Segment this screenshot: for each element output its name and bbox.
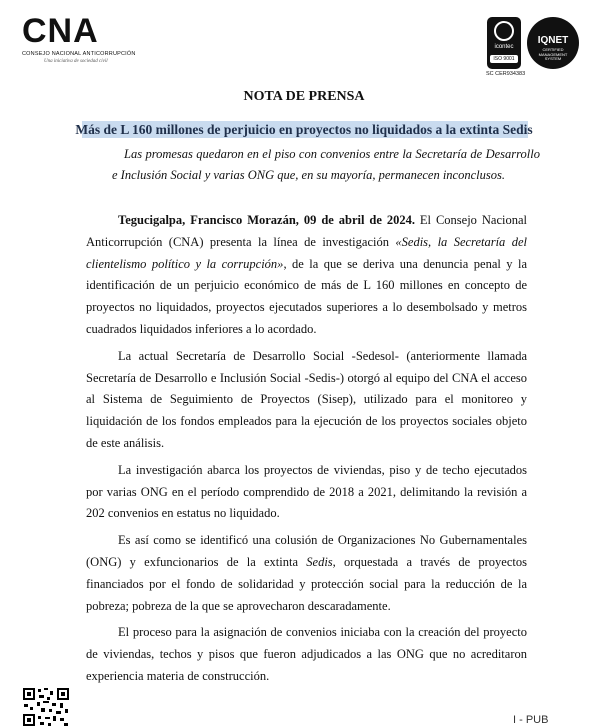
paragraph-4 xyxy=(86,530,527,617)
paragraph-5: El proceso para la asignación de convenios iniciaba con la creación del proyecto de viviendas, techos y pisos que fueron adjudicados a las ONG que no acreditaron experiencia materia de construcción. xyxy=(86,625,527,683)
sedis-name: Sedis xyxy=(306,554,333,569)
iqnet-sub-label: CERTIFIED MANAGEMENT SYSTEM xyxy=(538,47,568,61)
icontec-seal xyxy=(487,17,521,69)
dateline: Tegucigalpa, Francisco Morazán, 09 de abril de 2024. xyxy=(118,213,415,227)
paragraph-1-text-a: El Consejo Nacional Anticorrupción (CNA) presenta la línea de investigación xyxy=(86,213,527,249)
qr-code-icon xyxy=(22,687,70,727)
certificate-code: SC CER934383 xyxy=(486,71,526,77)
cna-logo xyxy=(22,12,136,70)
iqnet-seal xyxy=(527,17,579,69)
paragraph-3: La investigación abarca los proyectos de viviendas, piso y de techo ejecutados por varias ONG en el período comprendido de 2018 a 2021, delimitando la revisión a 202 convenios en estatus no liquidado. xyxy=(86,462,527,521)
paragraph-4-text-b: , orquestada a través de proyectos financiados por el fondo de solidaridad y protección social para la reducción de la pobreza; pobreza de la que se aprovecharon descaradamente. xyxy=(86,554,527,613)
iso-label: ISO 9001 xyxy=(490,55,518,63)
page-heading: NOTA DE PRENSA xyxy=(243,89,365,104)
press-body xyxy=(86,210,527,693)
icontec-ring-icon xyxy=(494,21,514,41)
investigation-name: «Sedis, la Secretaría del clientelismo político y la corrupción» xyxy=(86,234,527,271)
logo-tagline: Una iniciativa de sociedad civil xyxy=(44,59,108,64)
press-title: Más de L 160 millones de perjuicio en proyectos no liquidados a la extinta Sedis xyxy=(75,122,533,137)
paragraph-1-text-b: , de la que se deriva una denuncia penal y la identificación de un perjuicio económico de más de L 160 millones en concepto de proyectos no liquidados, proyectos ejecutados superiores a lo desembolsado y metros cuadrados liquidados inferiores a lo acordado. xyxy=(86,256,527,336)
paragraph-4-text-a: Es así como se identificó una colusión de Organizaciones No Gubernamentales (ONG) y exfuncionarios de la extinta xyxy=(86,533,527,569)
iqnet-label: IQNET xyxy=(537,35,569,46)
logo-text: CNA xyxy=(22,12,99,50)
classification-label: I - PUB xyxy=(513,714,549,726)
icontec-label: icontec xyxy=(494,44,514,50)
paragraph-2: La actual Secretaría de Desarrollo Social -Sedesol- (anteriormente llamada Secretaría de Desarrollo e Inclusión Social -Sedis-) otorgó al equipo del CNA el acceso al Sistema de Seguimiento de Proyectos (Sisep), utilizado para el monitoreo y liquidación de los fondos empleados para la ejecución de los proyectos sociales objeto de este análisis. xyxy=(86,348,527,450)
logo-subtitle: CONSEJO NACIONAL ANTICORRUPCIÓN xyxy=(22,51,136,57)
paragraph-1 xyxy=(86,210,527,341)
press-subtitle: Las promesas quedaron en el piso con convenios entre la Secretaría de Desarrollo e Inclusión Social y varias ONG que, en su mayoría, permanecen inconclusos. xyxy=(112,147,540,182)
